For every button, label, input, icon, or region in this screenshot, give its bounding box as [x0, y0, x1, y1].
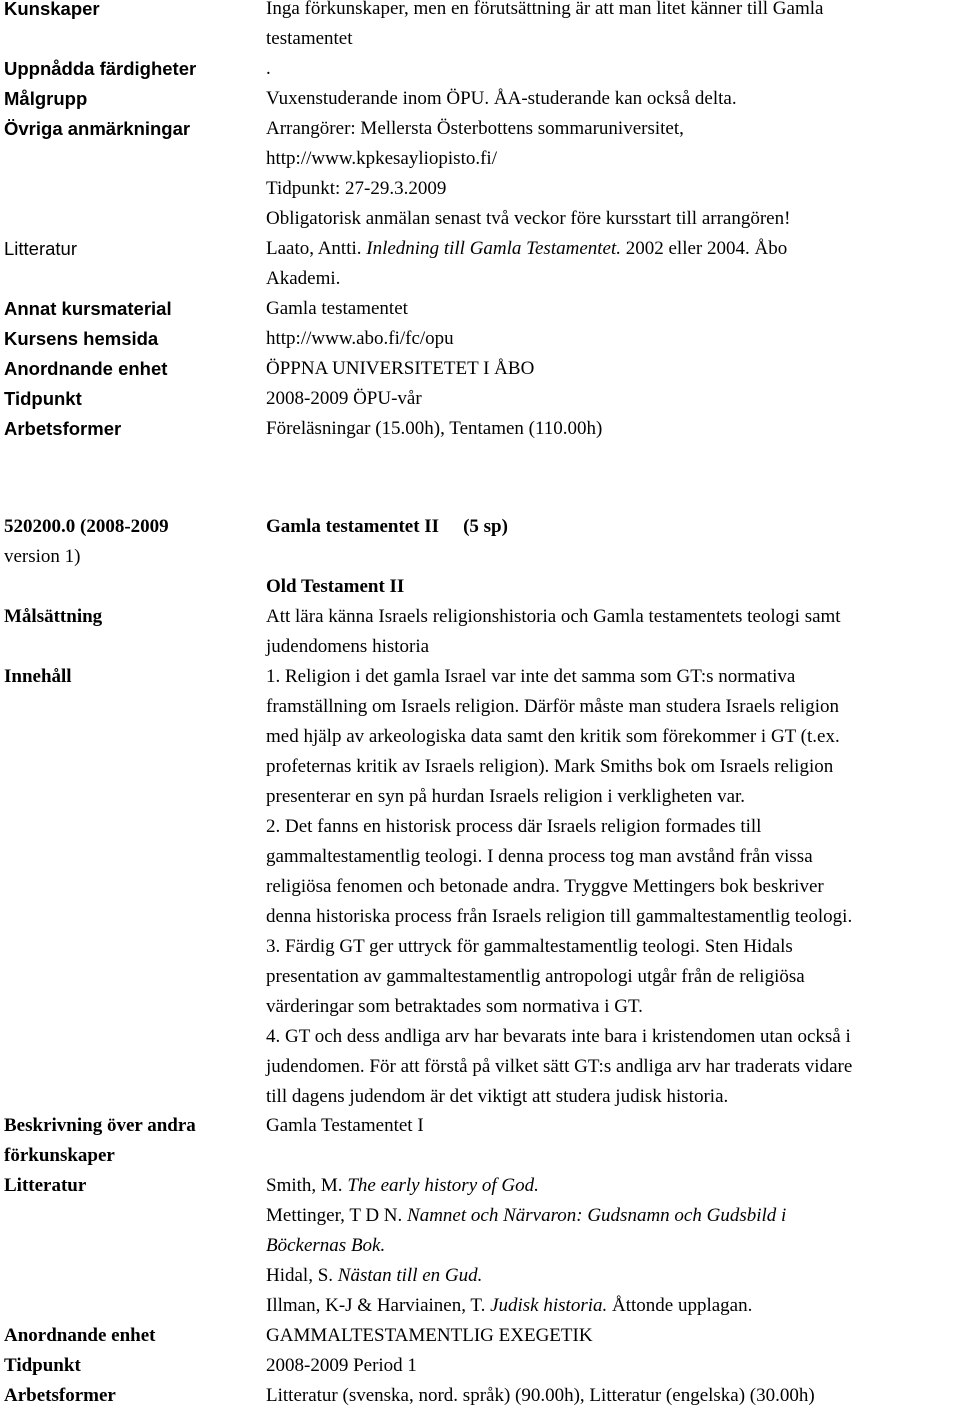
arbetsformer-value: Föreläsningar (15.00h), Tentamen (110.00h): [266, 418, 603, 439]
course-credits: (5 sp): [463, 516, 508, 537]
beskrivning-value: Gamla Testamentet I: [266, 1115, 424, 1136]
ref-smith: Smith, M. The early history of God.: [266, 1175, 539, 1196]
annat-value: Gamla testamentet: [266, 298, 408, 319]
fardigheter-value: .: [266, 58, 271, 79]
enhet-label: Anordnande enhet: [4, 358, 168, 379]
ovriga-value: Arrangörer: Mellersta Österbottens sommaruniversitet, http://www.kpkesayliopisto.fi/ Tidpunkt: 27-29.3.2009 Obligatorisk anmälan senast två veckor före kursstart till arrangören!: [266, 114, 960, 234]
beskrivning-label: Beskrivning över andra förkunskaper: [4, 1115, 196, 1166]
course-title: Gamla testamentet II: [266, 516, 440, 537]
innehall-value: 1. Religion i det gamla Israel var inte det samma som GT:s normativa framställning om Israels religion. Därför måste man studera Israels religion med hjälp av arkeologiska data samt den kritik som förekommer i GT (t.ex. profeternas kritik av Israels religion). Mark Smiths bok om Israels religion presenterar en syn på hurdan Israels religion i verkligheten var. 2. Det fanns en historisk process där Israels religion formades till gammaltestamentlig teologi. I denna process tog man avstånd från vissa religiösa fenomen och betonade andra. Tryggve Mettingers bok beskriver denna historiska process från Israels religion till gammaltestamentlig teologi. 3. Färdig GT ger uttryck för gammaltestamentlig teologi. Sten Hidals presentation av gammaltestamentlig antropologi utgår från de religiösa värderingar som betraktades som normativa i GT. 4. GT och dess andliga arv har bevarats inte bara i kristendomen utan också i judendomen. För att förstå på vilket sätt GT:s andliga arv har traderats vidare till dagens judendom är det viktigt att studera judisk historia.: [266, 666, 853, 1107]
litteratur-value: Laato, Antti. Inledning till Gamla Testamentet. 2002 eller 2004. Åbo Akademi.: [266, 238, 788, 289]
litteratur2-label: Litteratur: [4, 1175, 87, 1196]
enhet-value: ÖPPNA UNIVERSITETET I ÅBO: [266, 358, 535, 379]
arbetsformer-label: Arbetsformer: [4, 418, 122, 439]
english-title: Old Testament II: [266, 576, 405, 597]
hemsida-label: Kursens hemsida: [4, 328, 159, 349]
enhet2-label: Anordnande enhet: [4, 1325, 156, 1346]
arbetsformer2-value: Litteratur (svenska, nord. språk) (90.00h), Litteratur (engelska) (30.00h): [266, 1385, 815, 1406]
litteratur2-value: Smith, M. The early history of God. Mettinger, T D N. Namnet och Närvaron: Gudsnamn och Gudsbild i Böckernas Bok. Hidal, S. Nästan till en Gud. Illman, K-J & Harviainen, T. Judisk historia. Åttonde upplagan.: [266, 1171, 960, 1321]
tidpunkt-value: 2008-2009 ÖPU-vår: [266, 388, 422, 409]
innehall-label: Innehåll: [4, 666, 72, 687]
malgrupp-value: Vuxenstuderande inom ÖPU. ÅA-studerande kan också delta.: [266, 88, 737, 109]
annat-label: Annat kursmaterial: [4, 298, 172, 319]
arbetsformer2-label: Arbetsformer: [4, 1385, 116, 1406]
enhet2-value: GAMMALTESTAMENTLIG EXEGETIK: [266, 1325, 593, 1346]
ref-hidal: Hidal, S. Nästan till en Gud.: [266, 1265, 483, 1286]
litteratur-label: Litteratur: [4, 238, 78, 259]
hemsida-link[interactable]: http://www.abo.fi/fc/opu: [266, 328, 454, 349]
malgrupp-label: Målgrupp: [4, 88, 88, 109]
ref-illman: Illman, K-J & Harviainen, T. Judisk historia. Åttonde upplagan.: [266, 1295, 753, 1316]
course-code: 520200.0 (2008-2009 version 1): [4, 516, 169, 567]
kunskaper-label: Kunskaper: [4, 0, 100, 19]
kunskaper-value: Inga förkunskaper, men en förutsättning är att man litet känner till Gamla testamentet: [266, 0, 824, 49]
tidpunkt2-value: 2008-2009 Period 1: [266, 1355, 417, 1376]
tidpunkt2-label: Tidpunkt: [4, 1355, 81, 1376]
ref-mettinger: Mettinger, T D N. Namnet och Närvaron: Gudsnamn och Gudsbild i: [266, 1205, 787, 1226]
ovriga-label: Övriga anmärkningar: [4, 118, 191, 139]
course-title-block: [266, 512, 960, 542]
malsattning-label: Målsättning: [4, 606, 103, 627]
malsattning-value: Att lära känna Israels religionshistoria och Gamla testamentets teologi samt judendomens historia: [266, 606, 841, 657]
fardigheter-label: Uppnådda färdigheter: [4, 58, 197, 79]
tidpunkt-label: Tidpunkt: [4, 388, 82, 409]
ovriga-link[interactable]: http://www.kpkesayliopisto.fi/: [266, 148, 497, 169]
